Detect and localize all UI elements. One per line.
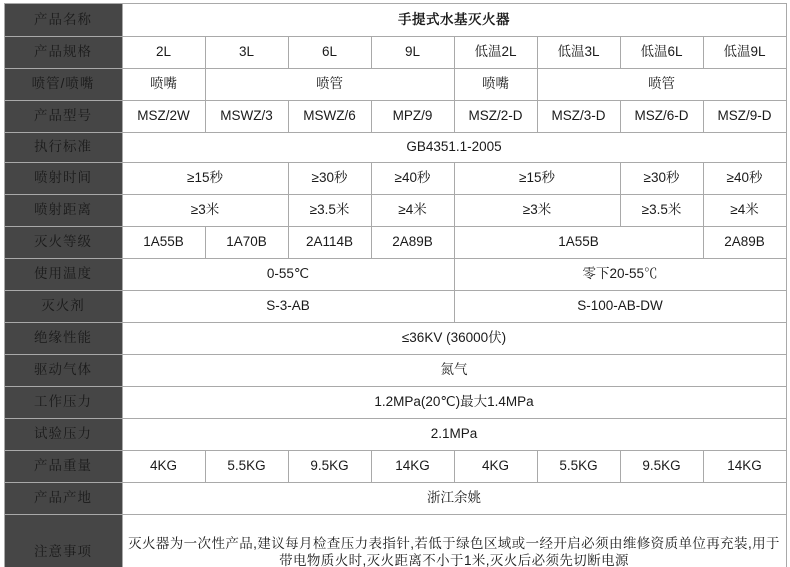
cell-temp-1: 0-55℃ — [122, 259, 454, 291]
cell-notes: 灭火器为一次性产品,建议每月检查压力表指针,若低于绿色区域或一经开启必须由维修资质单位再充装,用于带电物质火时,灭火距离不小于1米,灭火后必须先切断电源 — [122, 515, 786, 567]
cell-time-5: ≥30秒 — [620, 163, 703, 195]
cell-dist-3: ≥4米 — [371, 195, 454, 227]
table-row — [4, 355, 786, 387]
row-label-driving-gas: 驱动气体 — [4, 355, 122, 387]
table-row — [4, 133, 786, 163]
table-row — [4, 4, 786, 37]
cell-weight-8: 14KG — [703, 451, 786, 483]
cell-time-1: ≥15秒 — [122, 163, 288, 195]
table-row — [4, 451, 786, 483]
cell-dist-5: ≥3.5米 — [620, 195, 703, 227]
cell-weight-4: 14KG — [371, 451, 454, 483]
cell-working-pressure: 1.2MPa(20℃)最大1.4MPa — [122, 387, 786, 419]
cell-agent-1: S-3-AB — [122, 291, 454, 323]
cell-spec-7: 低温6L — [620, 37, 703, 69]
cell-time-6: ≥40秒 — [703, 163, 786, 195]
cell-dist-1: ≥3米 — [122, 195, 288, 227]
cell-spec-2: 3L — [205, 37, 288, 69]
table-row — [4, 483, 786, 515]
cell-dist-4: ≥3米 — [454, 195, 620, 227]
cell-spec-4: 9L — [371, 37, 454, 69]
cell-nozzle-3: 喷嘴 — [454, 69, 537, 101]
cell-spec-8: 低温9L — [703, 37, 786, 69]
table-row — [4, 419, 786, 451]
row-label-nozzle-type: 喷管/喷嘴 — [4, 69, 122, 101]
cell-spec-5: 低温2L — [454, 37, 537, 69]
table-row — [4, 515, 786, 567]
cell-nozzle-4: 喷管 — [537, 69, 786, 101]
cell-dist-2: ≥3.5米 — [288, 195, 371, 227]
table-row — [4, 195, 786, 227]
cell-insulation: ≤36KV (36000伏) — [122, 323, 786, 355]
row-label-origin: 产品产地 — [4, 483, 122, 515]
cell-model-3: MSWZ/6 — [288, 101, 371, 133]
table-row — [4, 227, 786, 259]
cell-model-1: MSZ/2W — [122, 101, 205, 133]
row-label-fire-rating: 灭火等级 — [4, 227, 122, 259]
cell-spec-3: 6L — [288, 37, 371, 69]
cell-level-1: 1A55B — [122, 227, 205, 259]
row-label-spray-time: 喷射时间 — [4, 163, 122, 195]
row-label-test-pressure: 试验压力 — [4, 419, 122, 451]
cell-level-6: 2A89B — [703, 227, 786, 259]
row-label-operating-temperature: 使用温度 — [4, 259, 122, 291]
row-label-working-pressure: 工作压力 — [4, 387, 122, 419]
cell-test-pressure: 2.1MPa — [122, 419, 786, 451]
table-body — [4, 4, 786, 567]
table-row — [4, 37, 786, 69]
table-row — [4, 163, 786, 195]
row-label-product-name: 产品名称 — [4, 4, 122, 37]
cell-nozzle-1: 喷嘴 — [122, 69, 205, 101]
cell-weight-2: 5.5KG — [205, 451, 288, 483]
cell-spec-6: 低温3L — [537, 37, 620, 69]
cell-level-5: 1A55B — [454, 227, 703, 259]
cell-level-4: 2A89B — [371, 227, 454, 259]
cell-model-5: MSZ/2-D — [454, 101, 537, 133]
cell-weight-3: 9.5KG — [288, 451, 371, 483]
cell-weight-6: 5.5KG — [537, 451, 620, 483]
row-label-insulation: 绝缘性能 — [4, 323, 122, 355]
row-label-notes: 注意事项 — [4, 515, 122, 567]
cell-spec-1: 2L — [122, 37, 205, 69]
table-row — [4, 387, 786, 419]
cell-nozzle-2: 喷管 — [205, 69, 454, 101]
product-specification-table — [4, 3, 787, 567]
table-row — [4, 69, 786, 101]
cell-dist-6: ≥4米 — [703, 195, 786, 227]
cell-product-name: 手提式水基灭火器 — [122, 4, 786, 37]
cell-model-6: MSZ/3-D — [537, 101, 620, 133]
cell-weight-7: 9.5KG — [620, 451, 703, 483]
cell-time-4: ≥15秒 — [454, 163, 620, 195]
cell-agent-2: S-100-AB-DW — [454, 291, 786, 323]
cell-model-2: MSWZ/3 — [205, 101, 288, 133]
cell-model-7: MSZ/6-D — [620, 101, 703, 133]
cell-temp-2: 零下20-55℃ — [454, 259, 786, 291]
row-label-standard: 执行标准 — [4, 133, 122, 163]
row-label-spray-distance: 喷射距离 — [4, 195, 122, 227]
cell-standard: GB4351.1-2005 — [122, 133, 786, 163]
cell-level-3: 2A114B — [288, 227, 371, 259]
cell-model-4: MPZ/9 — [371, 101, 454, 133]
cell-model-8: MSZ/9-D — [703, 101, 786, 133]
cell-origin: 浙江余姚 — [122, 483, 786, 515]
table-row — [4, 323, 786, 355]
cell-time-3: ≥40秒 — [371, 163, 454, 195]
row-label-model: 产品型号 — [4, 101, 122, 133]
cell-driving-gas: 氮气 — [122, 355, 786, 387]
cell-level-2: 1A70B — [205, 227, 288, 259]
table-row — [4, 259, 786, 291]
row-label-specification: 产品规格 — [4, 37, 122, 69]
cell-weight-5: 4KG — [454, 451, 537, 483]
cell-time-2: ≥30秒 — [288, 163, 371, 195]
row-label-weight: 产品重量 — [4, 451, 122, 483]
table-row — [4, 291, 786, 323]
cell-weight-1: 4KG — [122, 451, 205, 483]
row-label-extinguishing-agent: 灭火剂 — [4, 291, 122, 323]
table-row — [4, 101, 786, 133]
